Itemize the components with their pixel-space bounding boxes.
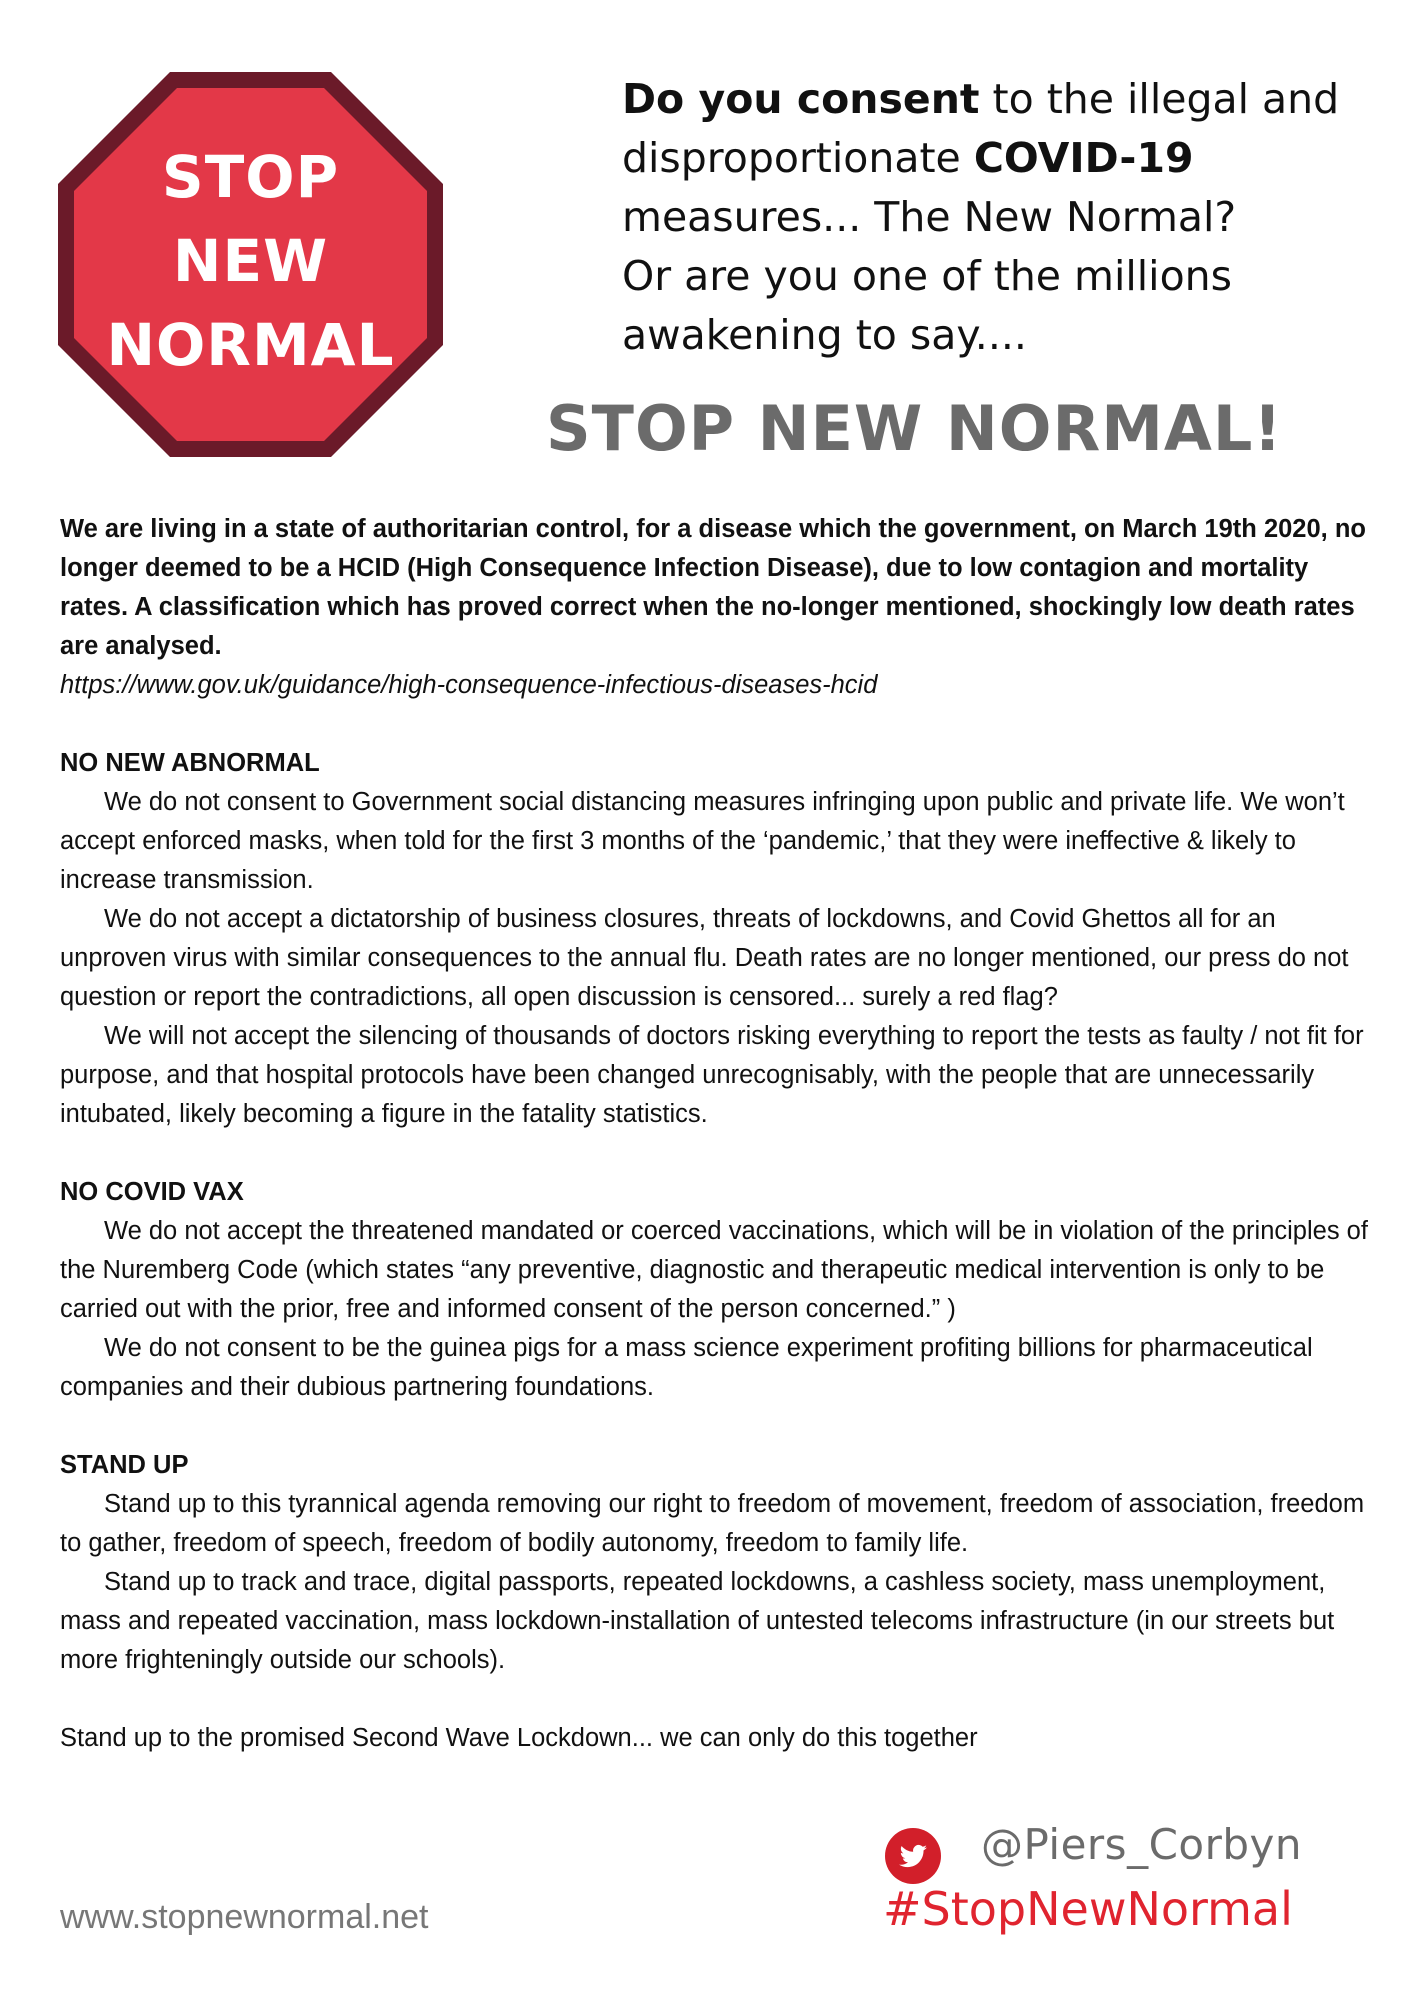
sign-line-normal: NORMAL xyxy=(106,311,395,379)
headline xyxy=(622,70,1382,365)
twitter-icon xyxy=(885,1828,941,1884)
main-title: STOP NEW NORMAL! xyxy=(546,392,1283,465)
section-no-covid-vax xyxy=(60,1173,1380,1407)
section-stand-up xyxy=(60,1446,1380,1680)
section-title: NO COVID VAX xyxy=(60,1178,244,1206)
hcid-url[interactable]: https://www.gov.uk/guidance/high-consequence-infectious-diseases-hcid xyxy=(60,671,878,699)
paragraph: We do not accept the threatened mandated or coerced vaccinations, which will be in violation of the principles of the Nuremberg Code (which states “any preventive, diagnostic and therapeutic medical intervention is only to be carried out with the prior, free and informed consent of the person concerned.” ) xyxy=(60,1217,1368,1323)
section-title: STAND UP xyxy=(60,1451,189,1479)
stop-sign-text xyxy=(58,135,443,387)
closing-line: Stand up to the promised Second Wave Lockdown... we can only do this together xyxy=(60,1724,978,1752)
headline-text-4: Or are you one of the millions xyxy=(622,252,1232,300)
paragraph: We do not consent to be the guinea pigs for a mass science experiment profiting billions for pharmaceutical companies and their dubious partnering foundations. xyxy=(60,1334,1313,1401)
paragraph: Stand up to this tyrannical agenda removing our right to freedom of movement, freedom of association, freedom to gather, freedom of speech, freedom of bodily autonomy, freedom to family life. xyxy=(60,1490,1365,1557)
paragraph: Stand up to track and trace, digital passports, repeated lockdowns, a cashless society, mass unemployment, mass and repeated vaccination, mass lockdown-installation of untested telecoms infrastructure (in our streets but more frighteningly outside our schools). xyxy=(60,1568,1335,1674)
paragraph: We do not consent to Government social distancing measures infringing upon public and private life. We won’t accept enforced masks, when told for the first 3 months of the ‘pandemic,’ that they were ineffective & likely to increase transmission. xyxy=(60,788,1345,894)
sign-line-new: NEW xyxy=(172,227,329,295)
section-title: NO NEW ABNORMAL xyxy=(60,749,320,777)
headline-text-5: awakening to say.... xyxy=(622,311,1027,359)
sign-line-stop: STOP xyxy=(161,143,340,211)
paragraph: We do not accept a dictatorship of business closures, threats of lockdowns, and Covid Ghettos all for an unproven virus with similar consequences to the annual flu. Death rates are no longer mentioned, our press do not question or report the contradictions, all open discussion is censored... surely a red flag? xyxy=(60,905,1349,1011)
headline-bold-covid: COVID-19 xyxy=(973,134,1194,182)
website-link[interactable]: www.stopnewnormal.net xyxy=(60,1898,429,1936)
twitter-handle[interactable]: @Piers_Corbyn xyxy=(981,1820,1302,1869)
intro-paragraph: We are living in a state of authoritarian control, for a disease which the government, on March 19th 2020, no longer deemed to be a HCID (High Consequence Infection Disease), due to low contagion and mortality rates. A classification which has proved correct when the no-longer mentioned, shockingly low death rates are analysed. xyxy=(60,515,1366,660)
closing-section xyxy=(60,1719,1380,1758)
hashtag[interactable]: #StopNewNormal xyxy=(883,1882,1293,1936)
paragraph: We will not accept the silencing of thousands of doctors risking everything to report the tests as faulty / not fit for purpose, and that hospital protocols have been changed unrecognisably, with the people that are unnecessarily intubated, likely becoming a figure in the fatality statistics. xyxy=(60,1022,1364,1128)
section-no-new-abnormal xyxy=(60,744,1380,1134)
headline-text-2: disproportionate xyxy=(622,134,974,182)
headline-text-3: measures... The New Normal? xyxy=(622,193,1237,241)
headline-text-1: to the illegal and xyxy=(979,75,1340,123)
headline-bold-consent: Do you consent xyxy=(622,75,980,123)
body-content xyxy=(60,510,1380,1758)
stop-sign-logo xyxy=(58,72,443,457)
